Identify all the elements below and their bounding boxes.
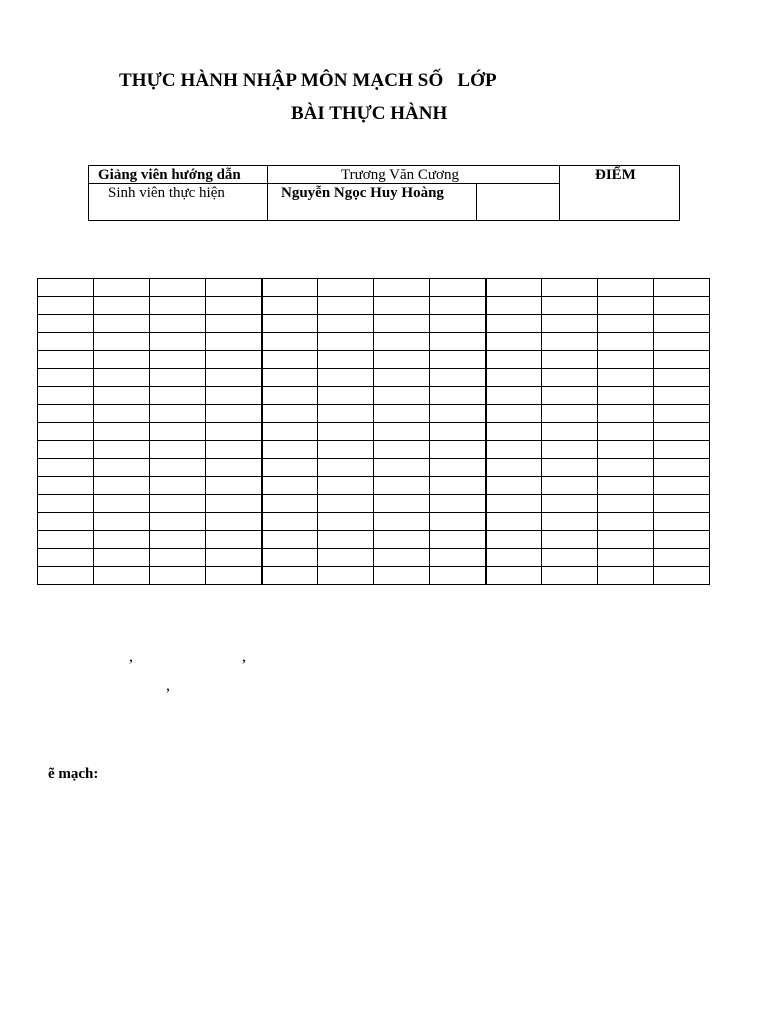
table-cell [542, 369, 598, 387]
table-cell [542, 513, 598, 531]
table-cell [598, 387, 654, 405]
table-cell [542, 549, 598, 567]
table-cell [654, 477, 710, 495]
table-cell [654, 315, 710, 333]
table-cell [542, 279, 598, 297]
table-cell [38, 369, 94, 387]
table-cell [262, 279, 318, 297]
instructor-label: Giảng viên hướng dẫn [98, 167, 241, 183]
table-cell [430, 387, 486, 405]
table-cell [150, 369, 206, 387]
table-cell [206, 315, 262, 333]
table-row [38, 495, 710, 513]
student-name: Nguyễn Ngọc Huy Hoàng [281, 185, 444, 201]
table-cell [94, 405, 150, 423]
table-row [38, 405, 710, 423]
table-cell [598, 549, 654, 567]
table-row [38, 549, 710, 567]
table-cell [430, 477, 486, 495]
table-cell [38, 549, 94, 567]
table-cell [430, 495, 486, 513]
table-cell [654, 531, 710, 549]
table-row [38, 297, 710, 315]
table-cell [430, 549, 486, 567]
table-cell [654, 279, 710, 297]
table-cell [262, 477, 318, 495]
table-cell [94, 495, 150, 513]
table-cell [430, 351, 486, 369]
table-cell [150, 279, 206, 297]
table-cell [318, 387, 374, 405]
table-cell [374, 567, 430, 585]
table-cell [654, 495, 710, 513]
table-cell [486, 423, 542, 441]
table-row [38, 351, 710, 369]
table-cell [542, 459, 598, 477]
table-cell [206, 513, 262, 531]
table-cell [262, 459, 318, 477]
table-row [38, 441, 710, 459]
table-cell [374, 315, 430, 333]
table-cell [654, 549, 710, 567]
table-cell [598, 297, 654, 315]
table-cell [430, 441, 486, 459]
table-row [38, 531, 710, 549]
table-cell [38, 531, 94, 549]
table-cell [318, 315, 374, 333]
table-cell [318, 567, 374, 585]
table-cell [94, 549, 150, 567]
table-cell [430, 531, 486, 549]
table-cell [654, 513, 710, 531]
table-cell [598, 333, 654, 351]
table-cell [206, 369, 262, 387]
table-cell [150, 315, 206, 333]
table-cell [654, 405, 710, 423]
table-cell [38, 405, 94, 423]
table-cell [374, 441, 430, 459]
table-cell [206, 549, 262, 567]
table-cell [598, 405, 654, 423]
table-cell [206, 279, 262, 297]
table-cell [486, 513, 542, 531]
title-main: THỰC HÀNH NHẬP MÔN MẠCH SỐ [119, 70, 444, 91]
table-cell [374, 297, 430, 315]
table-cell [94, 369, 150, 387]
table-cell [94, 567, 150, 585]
table-cell [430, 423, 486, 441]
table-cell [38, 423, 94, 441]
table-cell [598, 423, 654, 441]
table-cell [206, 333, 262, 351]
comma-fragment-1: , [129, 648, 133, 665]
table-cell [262, 351, 318, 369]
table-cell [486, 279, 542, 297]
table-cell [38, 315, 94, 333]
table-cell [486, 459, 542, 477]
table-cell [38, 441, 94, 459]
table-cell [318, 513, 374, 531]
table-cell [318, 423, 374, 441]
table-row [38, 513, 710, 531]
table-cell [374, 477, 430, 495]
table-cell [150, 513, 206, 531]
table-cell [542, 297, 598, 315]
table-cell [262, 441, 318, 459]
title-class-label: LỚP [457, 70, 497, 91]
table-cell [150, 423, 206, 441]
table-cell [430, 513, 486, 531]
table-cell [38, 333, 94, 351]
table-cell [598, 441, 654, 459]
table-cell [150, 441, 206, 459]
table-cell [486, 369, 542, 387]
table-cell [206, 441, 262, 459]
table-cell [654, 333, 710, 351]
info-col-divider-1 [267, 165, 268, 221]
table-row [38, 387, 710, 405]
table-cell [654, 387, 710, 405]
table-cell [38, 297, 94, 315]
table-cell [150, 405, 206, 423]
table-cell [374, 369, 430, 387]
table-cell [486, 531, 542, 549]
table-cell [262, 315, 318, 333]
table-cell [374, 279, 430, 297]
table-cell [374, 549, 430, 567]
table-cell [262, 567, 318, 585]
table-cell [318, 297, 374, 315]
instructor-name: Trương Văn Cương [341, 167, 459, 183]
table-cell [430, 459, 486, 477]
table-cell [38, 459, 94, 477]
table-cell [206, 567, 262, 585]
table-cell [598, 495, 654, 513]
table-cell [430, 315, 486, 333]
table-cell [94, 279, 150, 297]
table-cell [598, 369, 654, 387]
table-cell [598, 459, 654, 477]
table-cell [654, 459, 710, 477]
student-label: Sinh viên thực hiện [108, 185, 225, 201]
table-cell [654, 423, 710, 441]
table-cell [430, 297, 486, 315]
table-cell [486, 405, 542, 423]
table-cell [430, 369, 486, 387]
table-cell [542, 315, 598, 333]
table-cell [38, 387, 94, 405]
table-cell [486, 315, 542, 333]
table-cell [654, 567, 710, 585]
table-row [38, 477, 710, 495]
table-row [38, 459, 710, 477]
table-cell [598, 477, 654, 495]
comma-fragment-2: , [242, 648, 246, 665]
table-cell [318, 279, 374, 297]
table-cell [206, 477, 262, 495]
info-table [88, 165, 680, 221]
table-cell [150, 333, 206, 351]
table-cell [150, 531, 206, 549]
table-cell [150, 459, 206, 477]
table-cell [262, 495, 318, 513]
table-cell [206, 387, 262, 405]
table-cell [542, 477, 598, 495]
table-cell [150, 495, 206, 513]
table-cell [486, 441, 542, 459]
table-cell [318, 369, 374, 387]
table-cell [262, 531, 318, 549]
table-cell [94, 315, 150, 333]
table-row [38, 333, 710, 351]
table-cell [206, 405, 262, 423]
circuit-label: ẽ mạch: [48, 766, 99, 782]
table-cell [374, 495, 430, 513]
table-cell [150, 351, 206, 369]
table-cell [486, 549, 542, 567]
table-cell [38, 351, 94, 369]
page-subtitle: BÀI THỰC HÀNH [291, 103, 448, 124]
table-cell [94, 459, 150, 477]
table-cell [262, 333, 318, 351]
table-cell [94, 351, 150, 369]
table-cell [318, 549, 374, 567]
table-cell [374, 405, 430, 423]
table-cell [150, 387, 206, 405]
table-row [38, 315, 710, 333]
table-cell [94, 423, 150, 441]
table-cell [94, 513, 150, 531]
table-cell [542, 495, 598, 513]
table-cell [430, 567, 486, 585]
info-col-divider-3 [476, 183, 477, 221]
table-row [38, 279, 710, 297]
table-cell [94, 333, 150, 351]
table-cell [94, 297, 150, 315]
table-cell [318, 531, 374, 549]
table-cell [262, 549, 318, 567]
table-cell [206, 531, 262, 549]
table-cell [598, 351, 654, 369]
info-col-divider-2 [559, 165, 560, 221]
table-cell [150, 477, 206, 495]
table-cell [542, 387, 598, 405]
table-cell [486, 477, 542, 495]
table-cell [318, 495, 374, 513]
table-cell [374, 333, 430, 351]
table-cell [654, 441, 710, 459]
table-cell [598, 531, 654, 549]
table-cell [318, 459, 374, 477]
table-cell [318, 405, 374, 423]
table-cell [430, 333, 486, 351]
table-cell [318, 333, 374, 351]
table-cell [38, 477, 94, 495]
table-cell [206, 297, 262, 315]
table-cell [38, 567, 94, 585]
table-cell [430, 279, 486, 297]
table-cell [542, 441, 598, 459]
table-cell [38, 495, 94, 513]
table-cell [262, 513, 318, 531]
table-cell [262, 423, 318, 441]
table-row [38, 423, 710, 441]
table-cell [206, 495, 262, 513]
table-cell [542, 531, 598, 549]
table-cell [374, 459, 430, 477]
table-cell [542, 333, 598, 351]
table-cell [150, 549, 206, 567]
table-cell [486, 333, 542, 351]
table-row [38, 369, 710, 387]
table-cell [486, 387, 542, 405]
table-cell [262, 369, 318, 387]
table-cell [206, 423, 262, 441]
table-cell [486, 495, 542, 513]
table-cell [598, 279, 654, 297]
table-cell [486, 351, 542, 369]
table-cell [374, 351, 430, 369]
table-cell [150, 297, 206, 315]
page-title [119, 70, 497, 92]
table-cell [318, 351, 374, 369]
table-cell [38, 513, 94, 531]
table-cell [374, 423, 430, 441]
table-cell [654, 297, 710, 315]
table-cell [654, 369, 710, 387]
table-cell [38, 279, 94, 297]
table-cell [94, 477, 150, 495]
table-cell [542, 405, 598, 423]
table-cell [94, 387, 150, 405]
comma-fragment-3: , [166, 677, 170, 694]
table-cell [486, 297, 542, 315]
score-label: ĐIỂM [595, 167, 636, 183]
table-cell [654, 351, 710, 369]
table-cell [374, 531, 430, 549]
table-cell [430, 405, 486, 423]
table-cell [262, 405, 318, 423]
table-cell [486, 567, 542, 585]
table-cell [206, 351, 262, 369]
table-cell [542, 567, 598, 585]
table-row [38, 567, 710, 585]
table-cell [318, 477, 374, 495]
table-cell [598, 513, 654, 531]
truth-table-grid [37, 278, 710, 585]
table-cell [262, 297, 318, 315]
table-cell [94, 531, 150, 549]
table-cell [598, 567, 654, 585]
table-cell [150, 567, 206, 585]
table-cell [94, 441, 150, 459]
table-cell [374, 387, 430, 405]
table-cell [542, 351, 598, 369]
table-cell [374, 513, 430, 531]
truth-table [37, 278, 710, 585]
table-cell [262, 387, 318, 405]
table-cell [542, 423, 598, 441]
table-cell [598, 315, 654, 333]
table-cell [206, 459, 262, 477]
table-cell [318, 441, 374, 459]
